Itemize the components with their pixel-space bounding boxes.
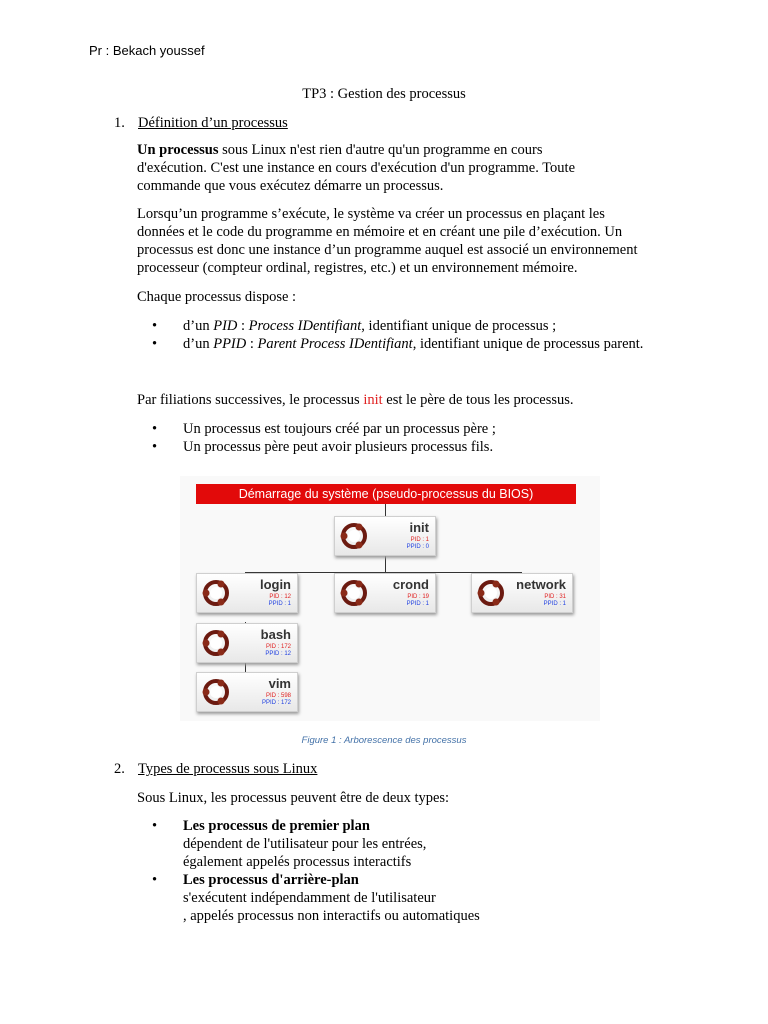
paragraph-execution	[137, 205, 717, 277]
section-2-number: 2.	[114, 761, 125, 777]
section-2-heading	[114, 761, 317, 778]
node-crond	[334, 573, 436, 613]
paragraph-text: Par filiations successives, le processus	[137, 392, 364, 408]
list-item	[137, 871, 717, 925]
item-abbr: PPID	[213, 336, 247, 352]
item-text: Un processus père peut avoir plusieurs processus fils.	[183, 439, 494, 455]
node-name: bash	[260, 627, 291, 642]
node-ppid: PPID : 12	[265, 651, 291, 657]
bullet-icon: •	[152, 872, 158, 888]
node-name: crond	[392, 577, 429, 592]
ubuntu-logo-icon	[200, 676, 232, 708]
node-pid: PID : 172	[265, 644, 291, 650]
node-name: network	[516, 577, 566, 592]
node-ppid: PPID : 1	[268, 601, 291, 607]
list-item	[137, 817, 717, 871]
node-name: init	[409, 520, 429, 535]
item-title: Les processus d'arrière-plan	[183, 872, 359, 888]
node-init	[334, 516, 436, 556]
node-bash	[196, 623, 298, 663]
connector-line	[385, 504, 386, 516]
item-sep: :	[237, 318, 249, 334]
list-item	[137, 317, 717, 335]
ubuntu-logo-icon	[200, 577, 232, 609]
item-full: Process IDentifiant	[248, 318, 362, 334]
section-2-title: Types de processus sous Linux	[138, 761, 318, 777]
item-line: s'exécutent indépendamment de l'utilisateur	[183, 890, 436, 906]
parent-bullet-list	[137, 420, 717, 456]
paragraph-dispose: Chaque processus dispose :	[137, 289, 297, 305]
ubuntu-logo-icon	[200, 627, 232, 659]
pid-bullet-list	[137, 317, 717, 353]
figure-caption: Figure 1 : Arborescence des processus	[301, 735, 467, 746]
node-name: vim	[268, 676, 291, 691]
item-title: Les processus de premier plan	[183, 818, 370, 834]
paragraph-filiation	[137, 391, 717, 409]
list-item	[137, 335, 717, 353]
item-sep: :	[246, 336, 258, 352]
node-pid: PID : 1	[410, 537, 429, 543]
section-1-heading	[114, 115, 288, 132]
ubuntu-logo-icon	[338, 577, 370, 609]
node-name: login	[259, 577, 291, 592]
process-types-list	[137, 817, 717, 925]
bold-term: Un processus	[137, 142, 219, 158]
node-vim	[196, 672, 298, 712]
paragraph-line: processeur (compteur ordinal, registres, etc.) et un environnement mémoire.	[137, 260, 578, 276]
item-full: Parent Process IDentifiant	[257, 336, 413, 352]
node-network	[471, 573, 573, 613]
connector-line	[385, 554, 386, 572]
node-pid: PID : 19	[407, 594, 429, 600]
bullet-icon: •	[152, 439, 158, 455]
node-ppid: PPID : 172	[261, 700, 291, 706]
paragraph-text: est le père de tous les processus.	[382, 392, 574, 408]
header-author: Pr : Bekach youssef	[89, 43, 205, 58]
paragraph-line: données et le code du programme en mémoire et en créant une pile d’exécution. Un	[137, 224, 623, 240]
node-pid: PID : 598	[265, 693, 291, 699]
list-item	[137, 438, 717, 456]
paragraph-line: d'exécution. C'est une instance en cours d'exécution d'un programme. Toute	[137, 160, 576, 176]
item-abbr: PID	[213, 318, 238, 334]
ubuntu-logo-icon	[475, 577, 507, 609]
bullet-icon: •	[152, 336, 158, 352]
ubuntu-logo-icon	[338, 520, 370, 552]
item-text: , identifiant unique de processus ;	[361, 318, 557, 334]
paragraph-line: commande que vous exécutez démarre un processus.	[137, 178, 444, 194]
init-keyword: init	[363, 392, 383, 408]
item-line: dépendent de l'utilisateur pour les entrées,	[183, 836, 427, 852]
node-pid: PID : 31	[544, 594, 566, 600]
paragraph-types-intro: Sous Linux, les processus peuvent être de deux types:	[137, 790, 450, 806]
diagram-banner: Démarrage du système (pseudo-processus du BIOS)	[196, 484, 576, 504]
section-1-title: Définition d’un processus	[138, 115, 288, 131]
node-ppid: PPID : 1	[406, 601, 429, 607]
paragraph-line: processus est donc une instance d’un programme auquel est associé un environnement	[137, 242, 638, 258]
paragraph-text: sous Linux n'est rien d'autre qu'un programme en cours	[218, 142, 543, 158]
node-ppid: PPID : 0	[406, 544, 429, 550]
item-text: d’un	[183, 336, 214, 352]
paragraph-line: Lorsqu’un programme s’exécute, le système va créer un processus en plaçant les	[137, 206, 605, 222]
bullet-icon: •	[152, 318, 158, 334]
process-tree-diagram	[180, 476, 600, 721]
item-line: , appelés processus non interactifs ou automatiques	[183, 908, 480, 924]
bullet-icon: •	[152, 818, 158, 834]
item-text: , identifiant unique de processus parent.	[412, 336, 644, 352]
section-1-number: 1.	[114, 115, 125, 131]
bullet-icon: •	[152, 421, 158, 437]
item-text: Un processus est toujours créé par un processus père ;	[183, 421, 496, 437]
document-title: TP3 : Gestion des processus	[302, 86, 466, 102]
node-ppid: PPID : 1	[543, 601, 566, 607]
item-text: d’un	[183, 318, 214, 334]
list-item	[137, 420, 717, 438]
paragraph-line	[137, 141, 697, 159]
item-line: également appelés processus interactifs	[183, 854, 412, 870]
node-pid: PID : 12	[269, 594, 291, 600]
paragraph-definition	[137, 141, 697, 195]
node-login	[196, 573, 298, 613]
